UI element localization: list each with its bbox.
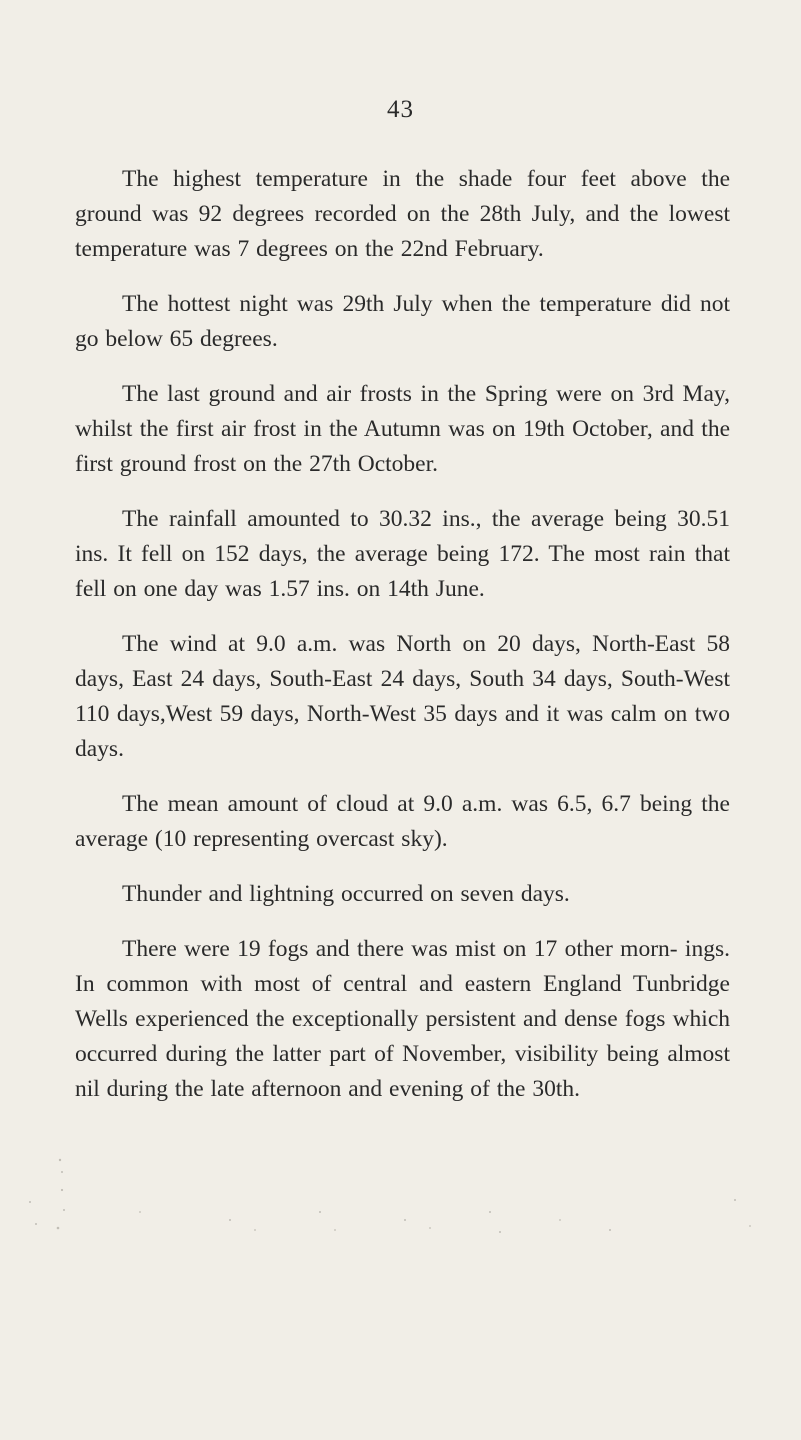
paragraph-thunder: Thunder and lightning occurred on seven days. [122,881,570,907]
page-number: 43 [387,96,414,123]
paragraph-fogs: There were 19 fogs and there was mist on 17 other morn- ings. In common with most of central and eastern England Tunbridge Wells experienced the exceptionally persistent and dense fogs which occurred during the latter part of November, visibility being almost nil during the late afternoon and evening of the 30th. [75,936,730,1102]
paragraph-wind: The wind at 9.0 a.m. was North on 20 days, North-East 58 days, East 24 days, South-East 24 days, South 34 days, South-West 110 days,West 59 days, North-West 35 days and it was calm on two days. [75,631,730,762]
paragraph-cloud: The mean amount of cloud at 9.0 a.m. was 6.5, 6.7 being the average (10 representing overcast sky). [75,791,730,852]
paragraph-rainfall: The rainfall amounted to 30.32 ins., the average being 30.51 ins. It fell on 152 days, the average being 172. The most rain that fell on one day was 1.57 ins. on 14th June. [75,506,730,602]
paper-specks [0,1100,801,1260]
paragraph-temperature-extremes: The highest temperature in the shade four feet above the ground was 92 degrees recorded on the 28th July, and the lowest temperature was 7 degrees on the 22nd February. [75,166,730,262]
paragraph-frosts: The last ground and air frosts in the Spring were on 3rd May, whilst the first air frost in the Autumn was on 19th October, and the first ground frost on the 27th October. [75,381,730,477]
body-text [75,162,730,1107]
paragraph-hottest-night: The hottest night was 29th July when the temperature did not go below 65 degrees. [75,291,730,352]
